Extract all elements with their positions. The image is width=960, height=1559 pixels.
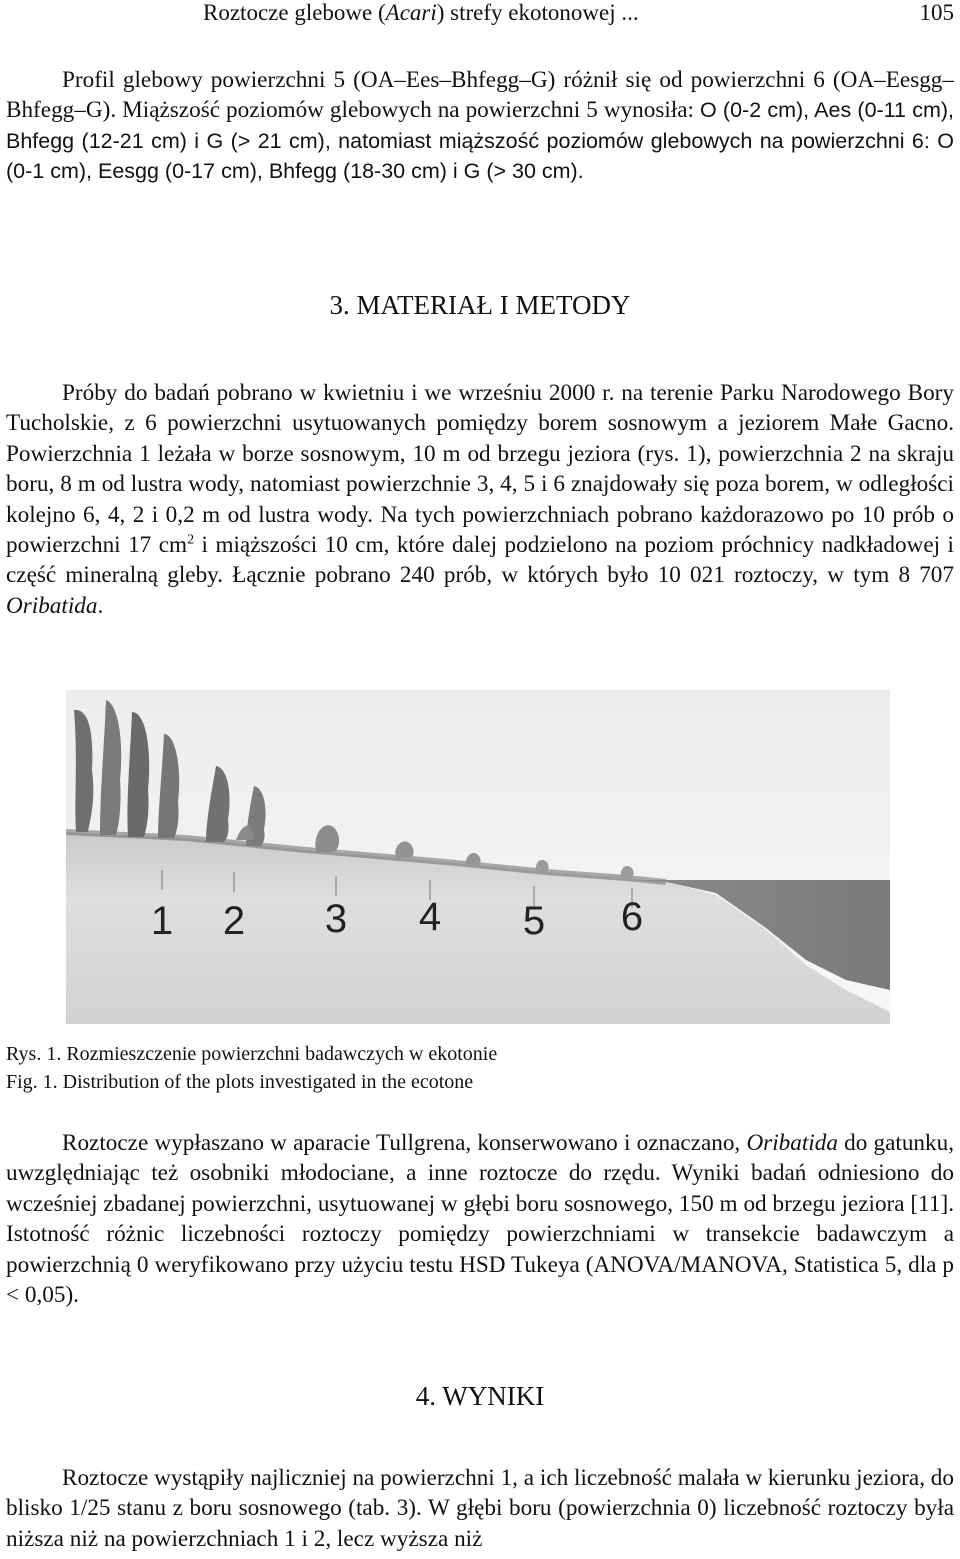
running-title: Roztocze glebowe (Acari) strefy ekotonowej ... xyxy=(203,0,639,25)
plot-label-1: 1 xyxy=(150,899,174,943)
plot-label-3: 3 xyxy=(324,897,348,941)
plot-label-4: 4 xyxy=(418,895,442,939)
plot-label-5: 5 xyxy=(522,899,546,943)
plot-label-2: 2 xyxy=(222,899,246,943)
paragraph-soil-profile: Profil glebowy powierzchni 5 (OA–Ees–Bhfegg–G) różnił się od powierzchni 6 (OA–Eesgg–Bhfegg–G). Miąższość poziomów glebowych na powierzchni 5 wynosiła: O (0-2 cm), Aes (0-11 cm), Bhfegg (12-21 cm) i G (> 21 cm), natomiast miąższość poziomów glebowych na powierzchni 6: O (0-1 cm), Eesgg (0-17 cm), Bhfegg (18-30 cm) i G (> 30 cm). xyxy=(6,67,954,184)
section-heading-results: 4. WYNIKI xyxy=(415,1381,545,1411)
ecotone-illustration xyxy=(66,690,890,1024)
running-header xyxy=(0,0,960,32)
section-heading-methods: 3. MATERIAŁ I METODY xyxy=(329,290,631,320)
plot-label-6: 6 xyxy=(620,895,644,939)
ecotone-transect-figure xyxy=(66,690,890,1024)
caption-english: Fig. 1. Distribution of the plots investigated in the ecotone xyxy=(6,1071,474,1093)
caption-polish: Rys. 1. Rozmieszczenie powierzchni badawczych w ekotonie xyxy=(6,1043,498,1065)
paragraph-results: Roztocze wystąpiły najliczniej na powierzchni 1, a ich liczebność malała w kierunku jeziora, do blisko 1/25 stanu z boru sosnowego (tab. 3). W głębi boru (powierzchnia 0) liczebność roztoczy była niższa niż na powierzchniach 1 i 2, lecz wyższa niż xyxy=(6,1465,954,1552)
paragraph-extraction: Roztocze wypłaszano w aparacie Tullgrena, konserwowano i oznaczano, Oribatida do gatunku, uwzględniając też osobniki młodociane, a inne roztocze do rzędu. Wyniki badań odniesiono do wcześniej zbadanej powierzchni, usytuowanej w głębi boru sosnowego, 150 m od brzegu jeziora [11]. Istotność różnic liczebności roztoczy pomiędzy powierzchniami w transekcie badawczym a powierzchnią 0 weryfikowano przy użyciu testu HSD Tukeya (ANOVA/MANOVA, Statistica 5, dla p < 0,05). xyxy=(6,1130,955,1309)
page-number: 105 xyxy=(919,0,954,25)
paragraph-methods: Próby do badań pobrano w kwietniu i we wrześniu 2000 r. na terenie Parku Narodowego Bory Tucholskie, z 6 powierzchni usytuowanych pomiędzy borem sosnowym a jeziorem Małe Gacno. Powierzchnia 1 leżała w borze sosnowym, 10 m od brzegu jeziora (rys. 1), powierzchnia 2 na skraju boru, 8 m od lustra wody, natomiast powierzchnie 3, 4, 5 i 6 znajdowały się poza borem, w odległości kolejno 6, 4, 2 i 0,2 m od lustra wody. Na tych powierzchniach pobrano każdorazowo po 10 prób o powierzchni 17 $cm^2$ i miąższości 10 cm, które dalej podzielono na poziom próchnicy nadkładowej i część mineralną gleby. Łącznie pobrano 240 prób, w których było 10 021 roztoczy, w tym 8 707 Oribatida. xyxy=(6,380,954,619)
figure-caption xyxy=(6,1040,497,1096)
